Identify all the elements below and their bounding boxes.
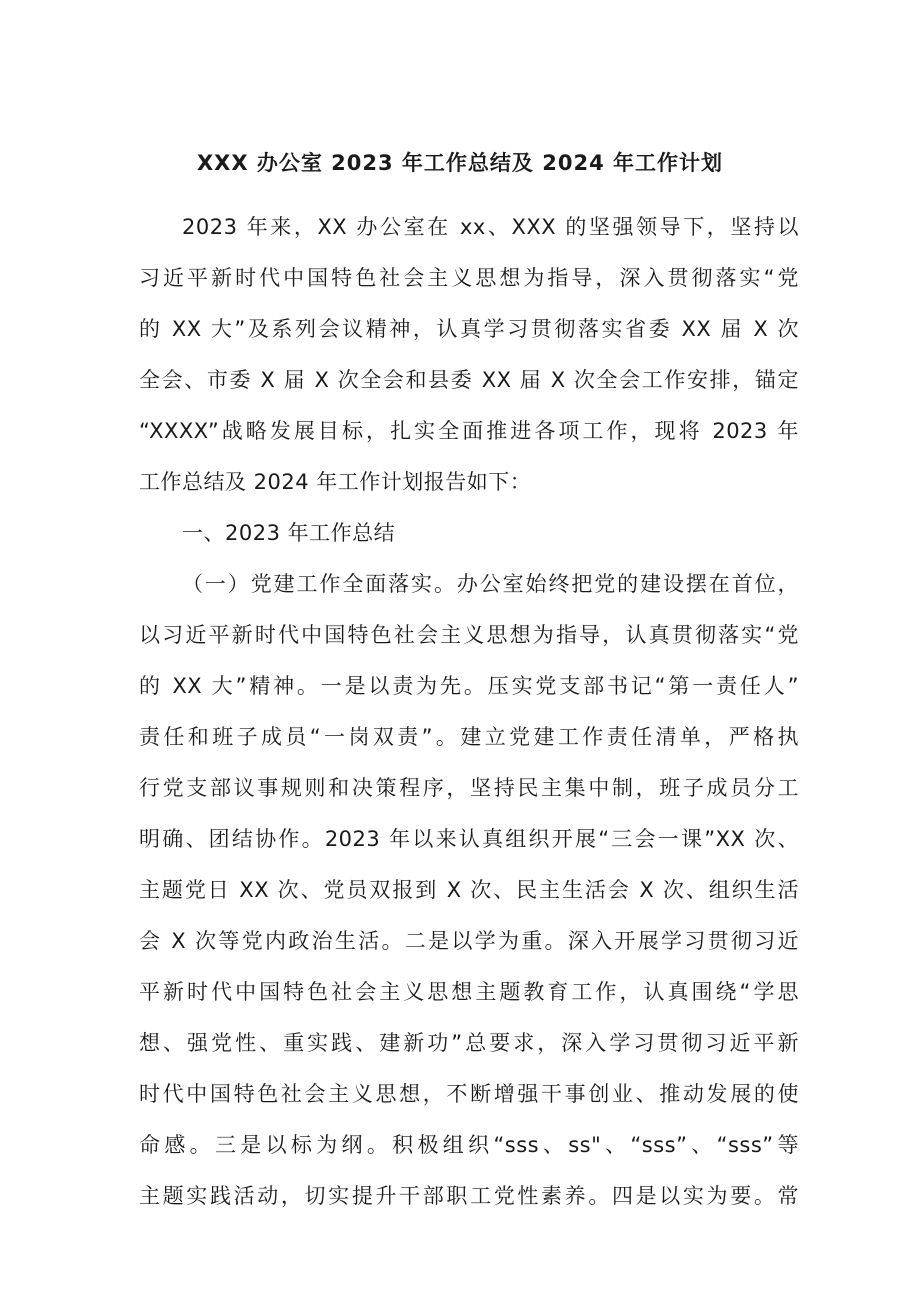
intro-line: 2023 年来，XX 办公室在 xx、XXX 的坚强领导下，坚持以 <box>182 215 799 239</box>
body-line: 以习近平新时代中国特色社会主义思想为指导，认真贯彻落实“党 <box>139 623 799 647</box>
body-line: 行党支部议事规则和决策程序，坚持民主集中制，班子成员分工 <box>139 776 799 800</box>
intro-line: “XXXX”战略发展目标，扎实全面推进各项工作，现将 2023 年 <box>139 419 799 443</box>
body-line: 的 XX 大”精神。一是以责为先。压实党支部书记“第一责任人” <box>139 674 799 698</box>
intro-line: 的 XX 大”及系列会议精神，认真学习贯彻落实省委 XX 届 X 次 <box>139 317 799 341</box>
body-line: 责任和班子成员“一岗双责”。建立党建工作责任清单，严格执 <box>139 725 799 749</box>
document-title: XXX 办公室 2023 年工作总结及 2024 年工作计划 <box>196 151 724 175</box>
body-line: 想、强党性、重实践、建新功”总要求，深入学习贯彻习近平新 <box>139 1031 799 1055</box>
body-line: 主题实践活动，切实提升干部职工党性素养。四是以实为要。常 <box>139 1184 799 1208</box>
body-line: 会 X 次等党内政治生活。二是以学为重。深入开展学习贯彻习近 <box>139 929 799 953</box>
intro-line: 全会、市委 X 届 X 次全会和县委 XX 届 X 次全会工作安排，锚定 <box>139 368 799 392</box>
body-line: （一）党建工作全面落实。办公室始终把党的建设摆在首位， <box>182 572 799 596</box>
intro-line: 习近平新时代中国特色社会主义思想为指导，深入贯彻落实“党 <box>139 266 799 290</box>
intro-line: 工作总结及 2024 年工作计划报告如下： <box>139 470 532 494</box>
body-line: 主题党日 XX 次、党员双报到 X 次、民主生活会 X 次、组织生活 <box>139 878 799 902</box>
body-line: 时代中国特色社会主义思想，不断增强干事创业、推动发展的使 <box>139 1082 799 1106</box>
section-heading: 一、2023 年工作总结 <box>182 521 396 545</box>
body-line: 平新时代中国特色社会主义思想主题教育工作，认真围绕“学思 <box>139 980 799 1004</box>
body-line: 命感。三是以标为纲。积极组织“sss、ss"、“sss”、“sss”等 <box>139 1133 799 1157</box>
body-line: 明确、团结协作。2023 年以来认真组织开展“三会一课”XX 次、 <box>139 827 799 851</box>
